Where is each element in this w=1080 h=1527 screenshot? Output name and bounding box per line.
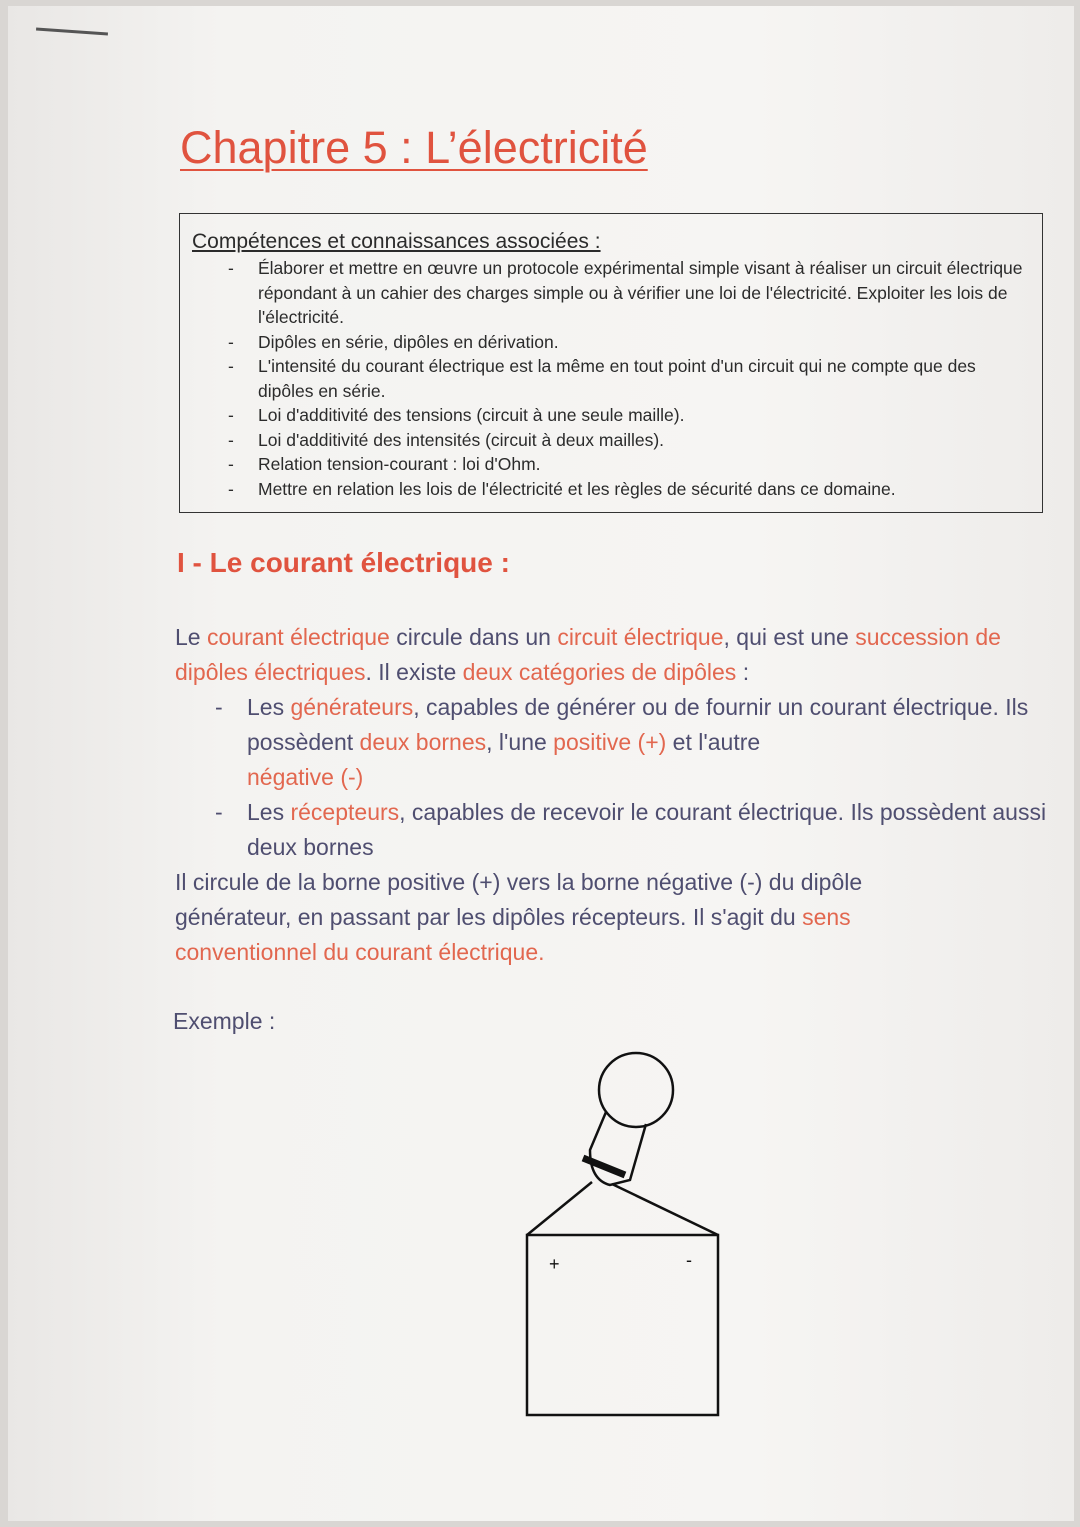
plus-terminal: +	[549, 1254, 560, 1274]
example-label: Exemple :	[173, 1008, 276, 1034]
competence-item: - Relation tension-courant : loi d'Ohm.	[258, 452, 1030, 477]
competence-item: - Dipôles en série, dipôles en dérivation.	[258, 330, 1030, 355]
wire	[612, 1184, 718, 1235]
competence-item: - L'intensité du courant électrique est la même en tout point d'un circuit qui ne compte que des dipôles en série.	[258, 354, 1030, 403]
section-heading: I - Le courant électrique :	[177, 547, 510, 578]
minus-terminal: -	[686, 1250, 692, 1270]
generators-item: - Les générateurs, capables de générer ou de fournir un courant électrique. Ils possèdent deux bornes, l'une positive (+) et l'autre négative (-)	[247, 690, 1055, 795]
receivers-item: - Les récepteurs, capables de recevoir le courant électrique. Ils possèdent aussi deux bornes	[247, 795, 1055, 865]
competence-item: - Loi d'additivité des tensions (circuit à une seule maille).	[258, 403, 1030, 428]
competence-item: - Loi d'additivité des intensités (circuit à deux mailles).	[258, 428, 1030, 453]
intro-paragraph: Le courant électrique circule dans un circuit électrique, qui est une succession de dipôles électriques. Il existe deux catégories de dipôles :	[175, 624, 1001, 685]
wire	[527, 1182, 592, 1235]
competence-item: - Élaborer et mettre en œuvre un protocole expérimental simple visant à réaliser un circuit électrique répondant à un cahier des charges simple ou à vérifier une loi de l'électricité. Exploiter les lois de l'électricité.	[258, 256, 1030, 330]
chapter-title: Chapitre 5 : L’électricité	[180, 122, 648, 173]
competence-item: - Mettre en relation les lois de l'électricité et les règles de sécurité dans ce domaine.	[258, 477, 1030, 502]
bulb-icon	[599, 1053, 673, 1127]
competences-heading: Compétences et connaissances associées :	[192, 230, 601, 253]
direction-paragraph: Il circule de la borne positive (+) vers la borne négative (-) du dipôle générateur, en passant par les dipôles récepteurs. Il s'agit du sens conventionnel du courant électrique.	[175, 869, 863, 965]
